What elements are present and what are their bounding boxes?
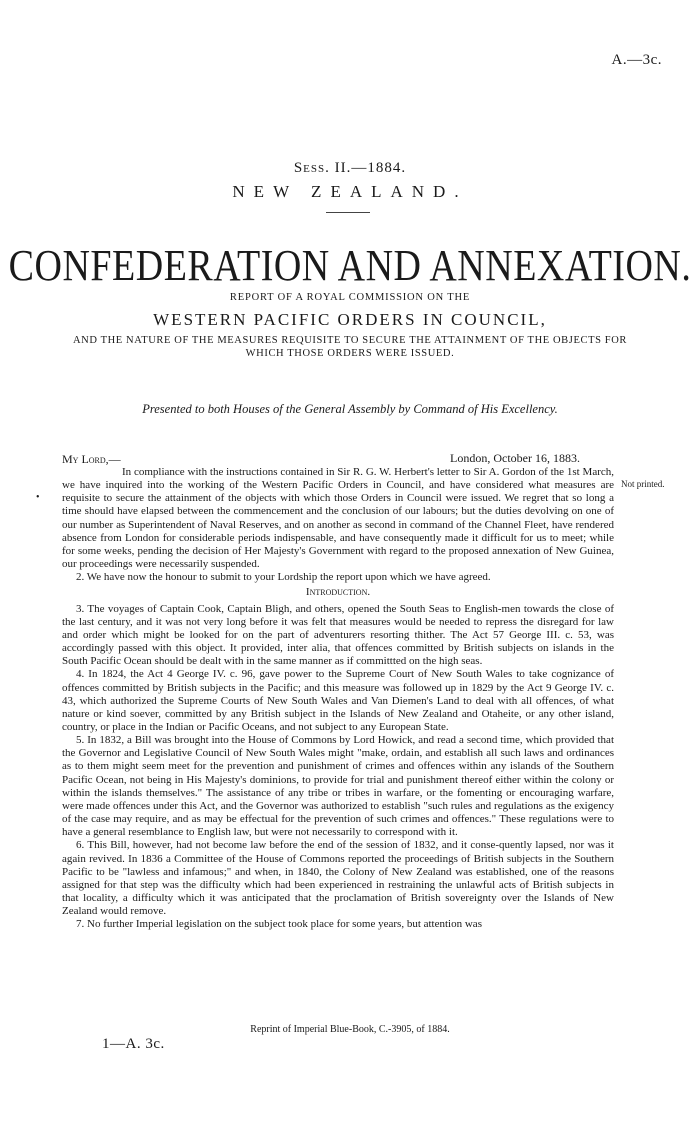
paragraph-2: 2. We have now the honour to submit to your Lordship the report upon which we have agreed.	[76, 571, 491, 584]
paragraph-7: 7. No further Imperial legislation on the subject took place for some years, but attention was	[76, 918, 482, 931]
letter-salutation: My Lord,—	[62, 452, 121, 466]
presented-line: Presented to both Houses of the General Assembly by Command of His Excellency.	[142, 402, 558, 416]
page-signature: 1—A. 3c.	[102, 1036, 165, 1052]
heading-divider	[326, 212, 370, 213]
paper-reference: A.—3c.	[611, 52, 662, 68]
subtitle-line-1: REPORT OF A ROYAL COMMISSION ON THE	[229, 292, 471, 303]
letter-dateline: London, October 16, 1883.	[450, 451, 580, 465]
reprint-note: Reprint of Imperial Blue-Book, C.-3905, of 1884.	[250, 1024, 450, 1035]
country-heading: NEW ZEALAND.	[232, 182, 468, 201]
document-title: CONFEDERATION AND ANNEXATION.	[8, 241, 692, 291]
paragraph-1: In compliance with the instructions contained in Sir R. G. W. Herbert's letter to Sir A. Gordon of the 1st March, we have inquired into the working of the Western Pacific Orders in Council, and have considered what measures are requisite to secure the attainment of the objects with which those Orders in Council were issued. We regret that so long a time should have elapsed between the commencement and the conclusion of our labours; but the duties devolving on one of our number as Superintendent of Naval Reserves, and on another as second in command of the Channel Fleet, have rendered absence from London for considerable periods indispensable, and have consequently made it difficult for us to meet; while for some weeks, pending the decision of Her Majesty's Government with regard to the proposed annexation of New Guinea, our proceedings were necessarily suspended.	[62, 466, 614, 571]
paragraph-6: 6. This Bill, however, had not become law before the end of the session of 1832, and it conse-quently lapsed, nor was it again revived. In 1836 a Committee of the House of Commons reported the proceedings of British subjects in the Southern Pacific to be "lawless and infamous;" and when, in 1840, the Colony of New Zealand was established, one of the reasons assigned for that step was the difficulty which had been experienced in restraining the unlawful acts of British subjects in that locality, a difficulty which it was anticipated that the proclamation of British sovereignty over the Islands of New Zealand would remove.	[62, 839, 614, 918]
subtitle-line-3: AND THE NATURE OF THE MEASURES REQUISITE TO SECURE THE ATTAINMENT OF THE OBJECTS FOR WHICH THOSE ORDERS WERE ISSUED.	[73, 335, 627, 359]
margin-mark: •	[36, 492, 40, 503]
paragraph-4: 4. In 1824, the Act 4 George IV. c. 96, gave power to the Supreme Court of New South Wales to take cognizance of offences committed by British subjects in the Pacific; and this measure was followed up in 1829 by the Act 9 George IV. c. 43, which authorized the Supreme Courts of New South Wales and Van Diemen's Land to deal with all offences, of what nature or kind soever, committed by any British subject in the Islands of New Zealand and Otaheite, or any other island, country, or place in the Indian or Pacific Oceans, and not subject to any European State.	[62, 668, 614, 733]
letter-body	[62, 466, 614, 931]
paragraph-3: 3. The voyages of Captain Cook, Captain Bligh, and others, opened the South Seas to English-men towards the close of the last century, and it was not very long before it was felt that measures would be needed to repress the disregard for law and order which might be looked for on the part of adventurers resorting thither. The Act 57 George III. c. 53, was accordingly passed with this object. It provided, inter alia, that offences committed by British subjects on islands in the South Pacific Ocean should be dealt with in the same manner as if committted on the high seas.	[62, 602, 614, 668]
session-line: Sess. II.—1884.	[293, 160, 407, 176]
margin-note: Not printed.	[621, 479, 665, 489]
section-heading: Introduction.	[305, 586, 371, 599]
subtitle-line-2: WESTERN PACIFIC ORDERS IN COUNCIL,	[153, 310, 547, 329]
paragraph-5: 5. In 1832, a Bill was brought into the House of Commons by Lord Howick, and read a second time, which provided that the Governor and Legislative Council of New South Wales might "make, ordain, and establish all such laws and ordinances as to them might seem meet for the prevention and punishment of crimes and offences within any islands of the Southern Pacific Ocean, not being in His Majesty's dominions, to provide for trial and punishment thereof either within the colony or within the islands themselves." The assistance of any tribe or tribes in warfare, or the fomenting or encouraging warfare, were made offences under this Act, and the Governor was authorized to establish "such rules and regulations as the exigency of the case may require, and as may be effectual for the prevention of such crimes and offences." These regulations were to have a general resemblance to English law, but were not necessarily to correspond with it.	[62, 734, 614, 839]
